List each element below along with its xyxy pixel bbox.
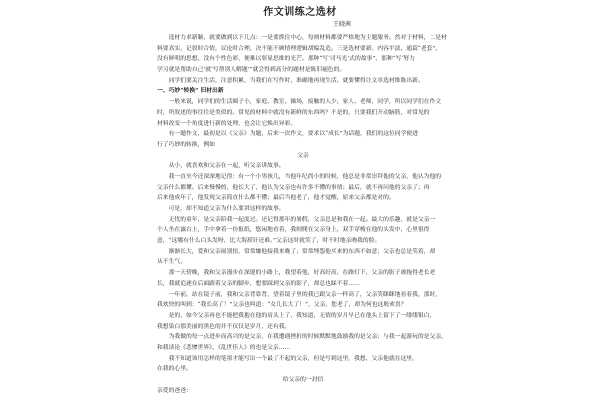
section-heading: 一、巧妙“转换” 旧材出新 <box>157 88 224 95</box>
section-paragraph-line: 一般来说，同学们的生活圈子小，家庭、教室、操场，接触的人少，家人、老师、同学，所以同学们在作文 <box>168 99 442 106</box>
essay-line: 是的，如今父亲再也不能把我抱在他的肩头上了，我知道，无情的岁月早已在他头上留下了一缕缕银白， <box>168 312 436 319</box>
essay-line: 从小，就喜欢和父亲在一起，听父亲讲故事。 <box>168 163 285 170</box>
essay-line: 一年前，站在镜子前，我和父亲背靠背，望着镜子里的我已跟父亲一样高了，父亲笑眯眯地看着我，那时， <box>168 291 442 298</box>
essay-line: 渐渐长大，爱和父亲闹别扭，常常嫌他接我来晚了；常常埋怨他买来的东西不如意；父亲也总是笑着，却 <box>168 248 436 255</box>
note-line: 同学们要关注生活，注意积累，当我们在写作时，准确地再现生活，就要懂得让文章选材推陈出新。 <box>168 77 424 84</box>
section-paragraph-line: 材料改变一个角度进行新的处理，也会让它焕出异彩。 <box>157 120 297 127</box>
essay-line: 那一天傍晚，我和父亲漫步在深邃的小路上，我望着他，好高好高，在路灯下，父亲的影子被拖得老长老 <box>168 270 436 277</box>
essay-line: 和我谈论《悲惨世界》、《乱世佳人》的也是父亲…… <box>157 344 291 351</box>
essay-line: 为我做的每一点进步而高兴的是父亲，在我遭遇挫折的时候默默地鼓励我的是父亲；与我一起游玩的是父亲， <box>168 334 447 341</box>
essay-line: 个人坐在露台上，手中拿着一份报纸，悠闲地看着，我则爬在父亲身上，双手穿梭在他的头发中，心里很得 <box>157 227 430 234</box>
essay-line: 父亲什么都懂。后来慢慢的，他长大了，他认为父亲也有许多不懂的事情；最后，就不再问他的父亲了；再 <box>157 184 430 191</box>
letter-salutation: 亲爱的爸爸： <box>157 387 192 394</box>
essay-line: 我欢快的叫到：“我长高了！”父亲也叫道：“女儿长大了！”，父亲，您老了，却为何也这般欢喜？ <box>157 302 407 309</box>
essay-line: 从不生气。 <box>157 259 186 266</box>
intro-line: 没有鲜明的思想，没有个性色彩，便难以彰显思维的光芒。那种“写‘司马光’式的故事”，那种“写‘努力 <box>157 56 415 63</box>
essay-title: 父亲 <box>297 152 309 159</box>
essay-line: 意，“这哪有什么白头发呀，比大海捞针还难。”父亲这时就笑了，时不时地亲吻我的脸。 <box>157 238 381 245</box>
document-body <box>157 33 449 396</box>
essay-line: 可是，却不知道父亲为什么要讲这样的故事。 <box>168 206 285 212</box>
essay-line: 我想染白那美丽的黑色的并不仅仅是岁月，还有我。 <box>157 323 291 330</box>
essay-line: 长，我就追逐在后面跟着父亲的脚步，想要踩到父亲的影子，却总也踩不着…… <box>157 280 360 287</box>
page-title: 作文训练之选材 <box>263 7 337 18</box>
letter-title: 给父亲的一封信 <box>282 377 324 383</box>
essay-line: 我一直至今还深深地记得：有一个小男孩儿，当他年纪尚小的时候，他总是非常崇拜他的父亲，他认为他的 <box>168 173 442 180</box>
section-paragraph-line: 时，所叙述的事往往是类似的。常见的材料中就没有新鲜的东西吗？不是的，只要我们开动脑筋，对常见的 <box>157 109 430 116</box>
intro-line: 学习就是帮助自己’就‘写帮别人解题’”就会得到高分的题材是陈旧褪色的。 <box>157 67 346 74</box>
intro-line: 选材力求新颖，就要做到以下几点：一是要抓住中心，每则材料都要严格地为主题服务。然对于材料，二是材 <box>168 35 447 41</box>
section-paragraph-line: 行了巧妙的转换，例如 <box>157 141 215 148</box>
essay-line: 后来他成年了，他发现父亲简直什么都不懂；最后当他老了，他才觉醒，原来父亲都是对的。 <box>157 195 395 202</box>
essay-line: 我不知道该用怎样的笔墨才能写出一个最了不起的父亲，但是写到这里，我想，父亲他就在这里， <box>168 355 418 362</box>
section-paragraph-line: 有一题作文，最初是以《父亲》为题，后来一次作文，要求以“成长”为话题，我们的这位同学便进 <box>168 131 418 138</box>
essay-line: 在我的心里。 <box>157 366 192 373</box>
intro-line: 料要真实，记叙时合情，议论时合理，决不能不顾情理逻辑胡编乱造。三是选材要新。内容平淡，通篇“老套”， <box>157 45 442 52</box>
essay-line: 无忧的童年，是父亲陪我一起度过。还记得那年的暑假，父亲总是和我在一起。最大的乐趣，就是父亲一 <box>168 216 436 223</box>
author-name: 王晓茜 <box>333 21 352 28</box>
